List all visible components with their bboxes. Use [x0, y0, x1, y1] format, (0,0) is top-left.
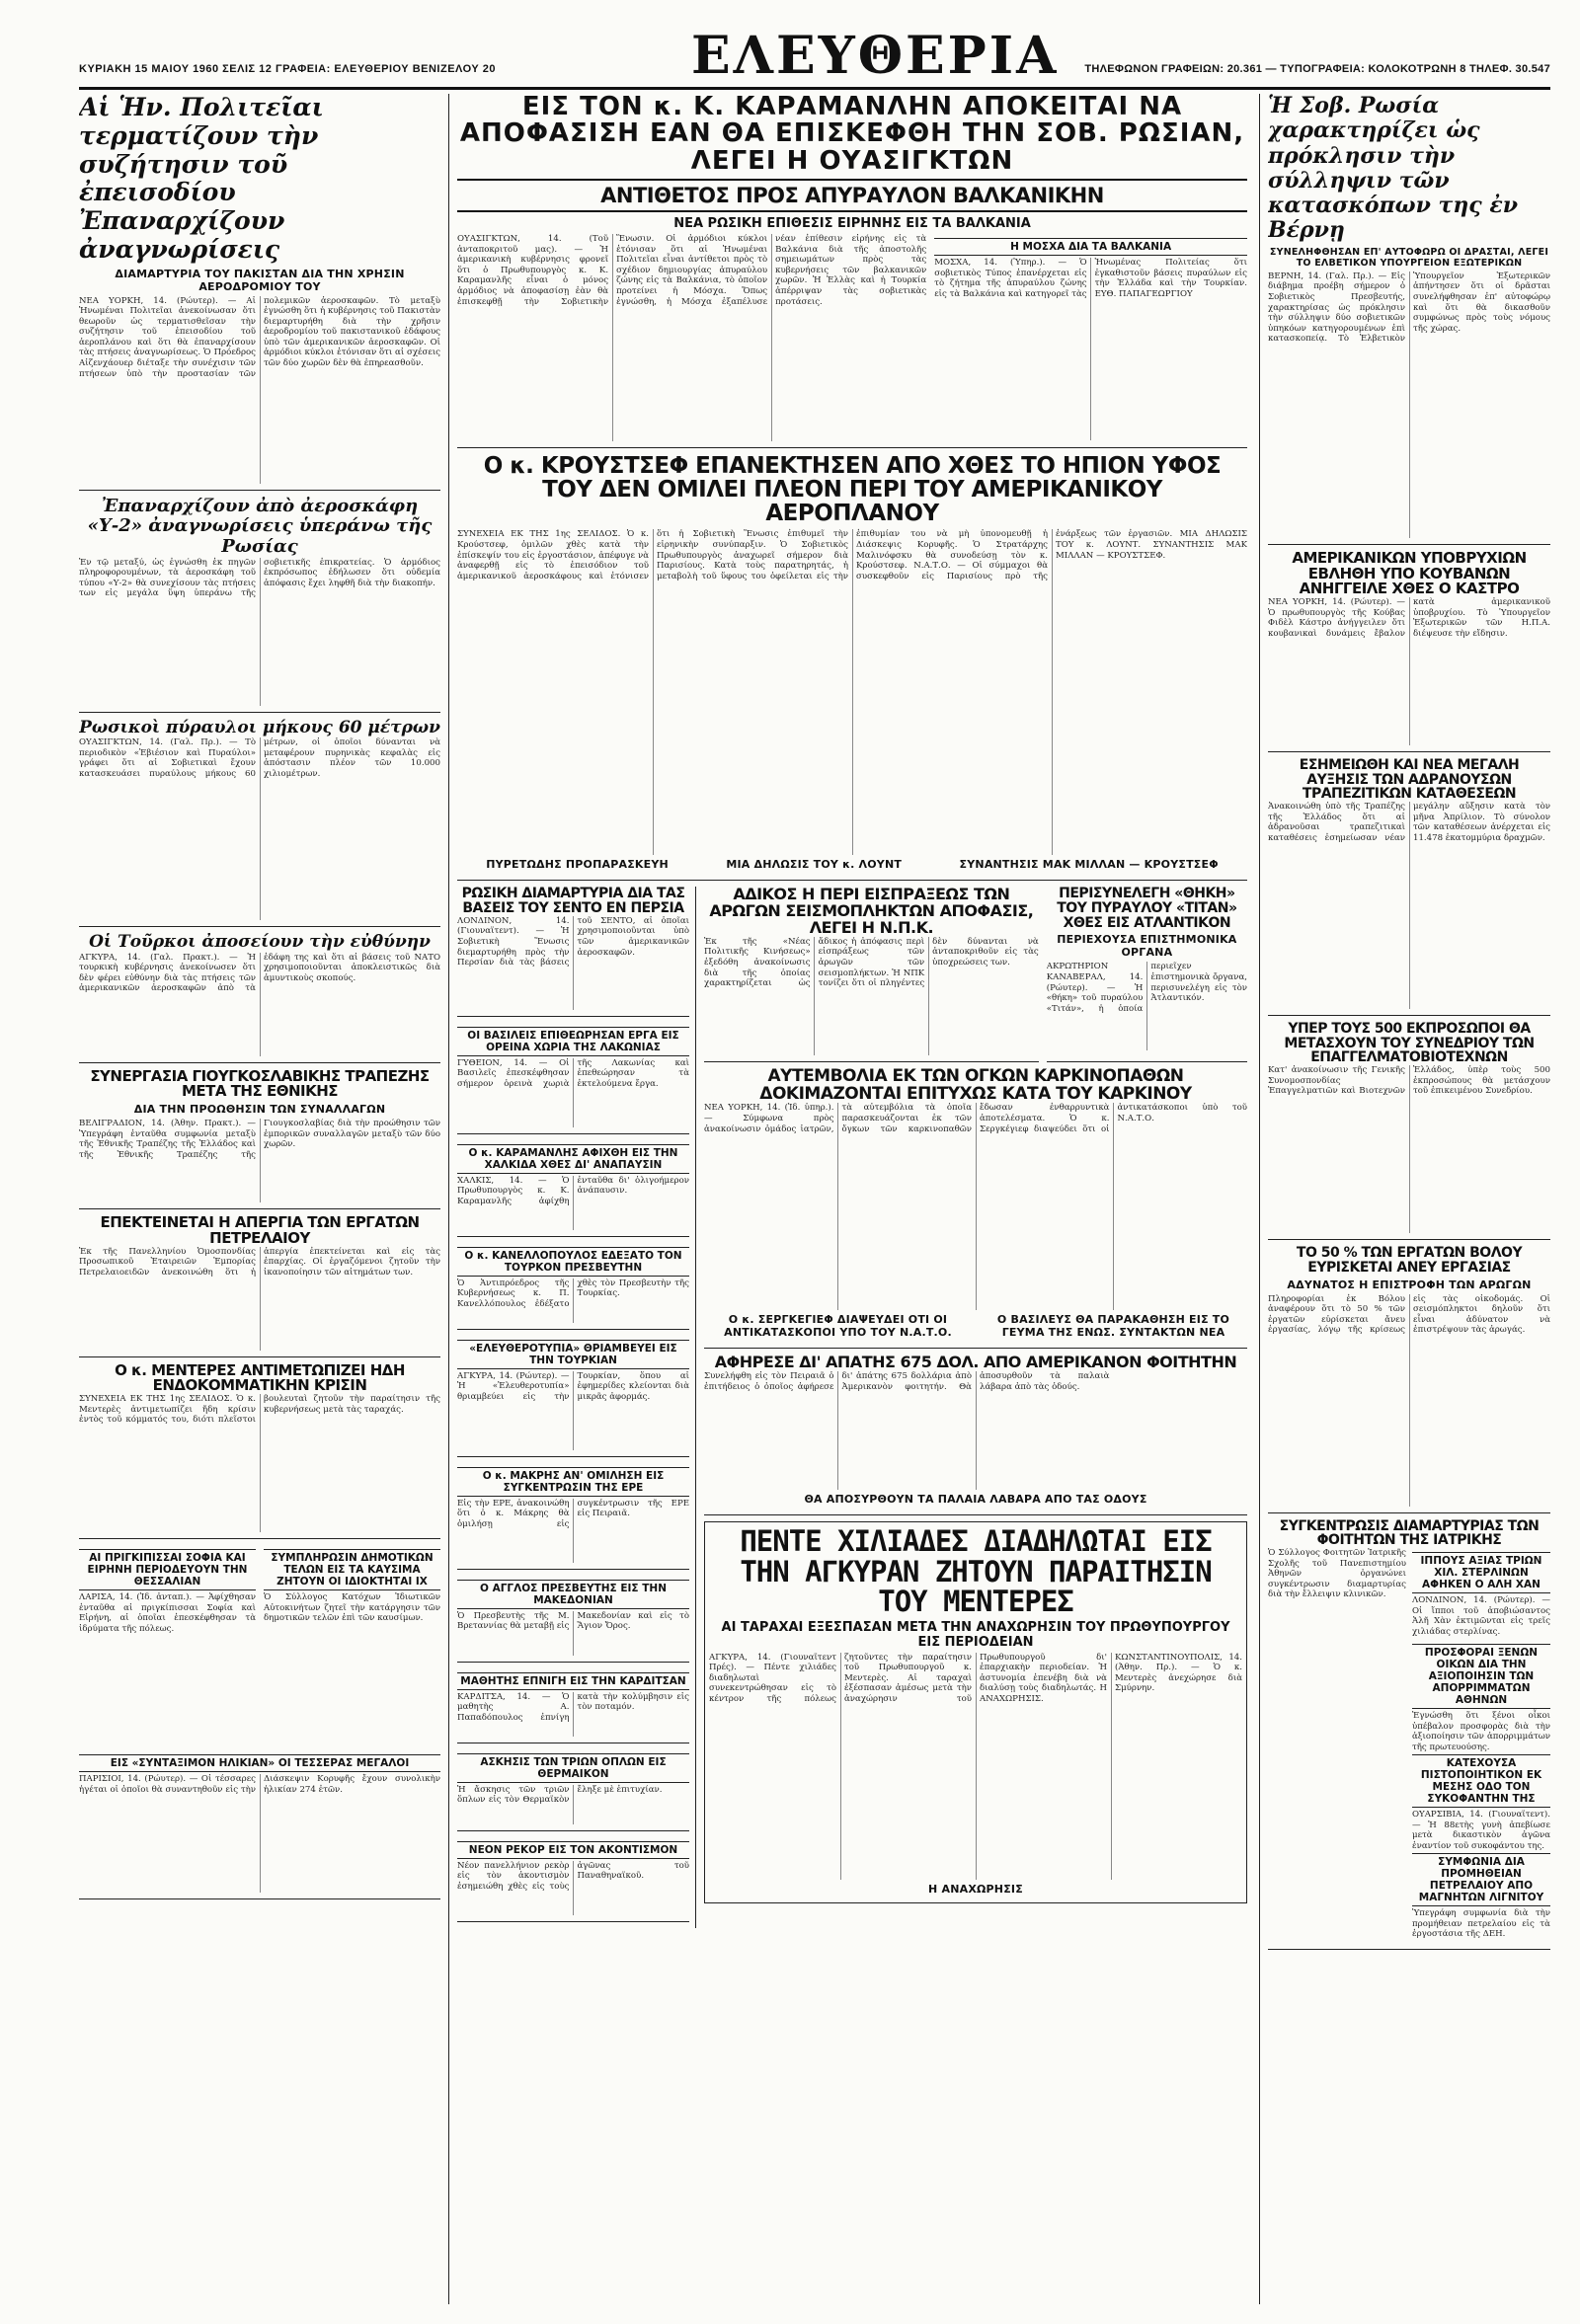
subheadline: ΔΙΑ ΤΗΝ ΠΡΟΩΘΗΣΙΝ ΤΩΝ ΣΥΝΑΛΛΑΓΩΝ [133, 1103, 386, 1117]
headline: Οἱ Τοῦρκοι ἀποσείουν τὴν εὐθύνην [89, 933, 431, 953]
headline: ΑΥΤΕΜΒΟΛΙΑ ΕΚ ΤΩΝ ΟΓΚΩΝ ΚΑΡΚΙΝΟΠΑΘΩΝ ΔΟΚΙΜΑΖΟΝΤΑΙ ΕΠΙΤΥΧΩΣ ΚΑΤΑ ΤΟΥ ΚΑΡΚΙΝΟΥ [759, 1067, 1192, 1104]
article-quake-relief [704, 887, 1039, 1061]
article-menderes-crisis [79, 1363, 440, 1540]
headline: ΟΙ ΒΑΣΙΛΕΙΣ ΕΠΙΘΕΩΡΗΣΑΝ ΕΡΓΑ ΕΙΣ ΟΡΕΙΝΑ ΧΩΡΙΑ ΤΗΣ ΛΑΚΩΝΙΑΣ [457, 1027, 689, 1056]
article-body: Εἰς τὴν ΕΡΕ, ἀνακοινώθη ὅτι ὁ κ. Μάκρης θὰ ὁμιλήσῃ εἰς συγκέντρωσιν τῆς ΕΡΕ εἰς Πειραιᾶ. [457, 1498, 689, 1529]
article-body: ΠΑΡΙΣΙΟΙ, 14. (Ρώυτερ). — Οἱ τέσσαρες ἡγέται οἱ ὁποῖοι θὰ συναντηθοῦν εἰς τὴν Διάσκεψιν Κορυφῆς ἔχουν συνολικὴν ἡλικίαν 274 ἐτῶν. [79, 1774, 440, 1795]
article-body: Ὁ Ἀντιπρόεδρος τῆς Κυβερνήσεως κ. Π. Κανελλόπουλος ἐδέξατο χθὲς τὸν Πρεσβευτὴν τῆς Τουρκίας. [457, 1278, 689, 1309]
masthead-phones: ΤΗΛΕΦΩΝΟΝ ΓΡΑΦΕΙΩΝ: 20.361 — ΤΥΠΟΓΡΑΦΕΙΑ: ΚΟΛΟΚΟΤΡΩΝΗ 8 ΤΗΛΕΦ. 30.547 [1084, 63, 1550, 75]
headline: Ο κ. ΜΑΚΡΗΣ ΑΝ' ΟΜΙΛΗΣΗ ΕΙΣ ΣΥΓΚΕΝΤΡΩΣΙΝ ΤΗΣ ΕΡΕ [457, 1467, 689, 1497]
article-deposits [1268, 758, 1550, 1016]
headline: Η ΜΟΣΧΑ ΔΙΑ ΤΑ ΒΑΛΚΑΝΙΑ [934, 238, 1247, 256]
article-body: ΛΟΝΔΙΝΟΝ, 14. (Γιουναϊτεντ). — Ἡ Σοβιετικὴ Ἕνωσις διεμαρτυρήθη πρὸς τὴν Περσίαν διὰ τὰς βάσεις τοῦ ΣΕΝΤΟ, αἱ ὁποῖαι χρησιμοποιοῦνται ὑπὸ τῶν ἀμερικανικῶν ἀεροσκαφῶν. [457, 915, 689, 968]
article-body: Ἡ ἄσκησις τῶν τριῶν ὅπλων εἰς τὸν Θερμαϊκὸν ἔληξε μὲ ἐπιτυχίαν. [457, 1784, 663, 1806]
article-body: ΧΑΛΚΙΣ, 14. — Ὁ Πρωθυπουργὸς κ. Κ. Καραμανλῆς ἀφίχθη ἐνταῦθα δι' ὀλιγοήμερον ἀνάπαυσιν. [457, 1175, 689, 1206]
subhead-slanderer: ΚΑΤΕΧΟΥΣΑ ΠΙΣΤΟΠΟΙΗΤΙΚΟΝ ΕΚ ΜΕΣΗΣ ΟΔΟ ΤΟΝ ΣΥΚΟΦΑΝΤΗΝ ΤΗΣ [1412, 1754, 1550, 1808]
article-body-oil: Ὑπεγράφη συμφωνία διὰ τὴν προμήθειαν πετρελαίου εἰς τὰ ἐργοστάσια τῆς ΔΕΗ. [1412, 1907, 1550, 1940]
lead-body-row [457, 234, 1247, 441]
headline: Ο κ. ΚΡΟΥΣΤΣΕΦ ΕΠΑΝΕΚΤΗΣΕΝ ΑΠΟ ΧΘΕΣ ΤΟ ΗΠΙΟΝ ΥΦΟΣ ΤΟΥ ΔΕΝ ΟΜΙΛΕΙ ΠΛΕΟΝ ΠΕΡΙ ΤΟΥ ΑΜΕΡΙΚΑΝΙΚΟΥ ΑΕΡΟΠΛΑΝΟΥ [483, 453, 1222, 527]
article-body: ΣΥΝΕΧΕΙΑ ΕΚ ΤΗΣ 1ης ΣΕΛΙΔΟΣ. Ὁ κ. Κρούστσεφ, ὁμιλῶν χθὲς κατὰ τὴν ἐπίσκεψίν του εἰς ἐργοστάσιον, ἀπέφυγε νὰ ἀναφερθῇ εἰς τὸ ἐπεισόδιον τοῦ ἀμερικανικοῦ ἀεροσκάφους καὶ ἐτόνισεν ὅτι ἡ Σοβιετικὴ Ἕνωσις ἐπιθυμεῖ τὴν εἰρηνικὴν συνύπαρξιν. Ὁ Σοβιετικὸς Πρωθυπουργὸς ἀναχωρεῖ σήμερον διὰ Παρισίους. Κατὰ τοὺς παρατηρητάς, ἡ μεταβολὴ τοῦ ὕφους του ὀφείλεται εἰς τὴν ἐπιθυμίαν του νὰ μὴ ὑπονομευθῇ ἡ Διάσκεψις Κορυφῆς. Ὁ Στρατάρχης Μαλινόφσκυ θὰ συνοδεύσῃ τὸν κ. Κρούστσεφ. Ν.Α.Τ.Ο. — Οἱ σύμμαχοι θὰ συσκεφθοῦν εἰς Παρισίους πρὸ τῆς ἐνάρξεως τῶν ἐργασιῶν. ΜΙΑ ΔΗΛΩΣΙΣ ΤΟΥ κ. ΛΟΥΝΤ. ΣΥΝΑΝΤΗΣΙΣ ΜΑΚ ΜΙΛΛΑΝ — ΚΡΟΥΣΤΣΕΦ. [457, 529, 1247, 581]
article-persia [457, 887, 689, 1016]
article-volos-workers [1268, 1246, 1550, 1512]
article-missiles [79, 719, 440, 928]
article-body: Ἐκ τῆς «Νέας Πολιτικῆς Κινήσεως» ἐξεδόθη ἀνακοίνωσις διὰ τῆς ὁποίας χαρακτηρίζεται ὡς ἄδικος ἡ ἀπόφασις περὶ εἰσπράξεως τῶν ἀρωγῶν τῶν σεισμοπλήκτων. Ἡ ΝΠΚ τονίζει ὅτι οἱ πληγέντες δὲν δύνανται νὰ ἀνταποκριθοῦν εἰς τὰς ὑποχρεώσεις των. [704, 936, 1039, 989]
article-u2 [79, 497, 440, 713]
headline: ΣΥΜΠΛΗΡΩΣΙΝ ΔΗΜΟΤΙΚΩΝ ΤΕΛΩΝ ΕΙΣ ΤΑ ΚΑΥΣΙΜΑ ΖΗΤΟΥΝ ΟΙ ΙΔΙΟΚΤΗΤΑΙ ΙΧ [264, 1549, 440, 1590]
article-body: ΑΓΚΥΡΑ, 14. (Γαλ. Πρακτ.). — Ἡ τουρκικὴ κυβέρνησις ἀνεκοίνωσεν ὅτι δὲν φέρει εὐθύνην διὰ τὰς πτήσεις τῶν ἀμερικανικῶν ἀεροσκαφῶν ἀπὸ τὰ ἐδάφη της καὶ ὅτι αἱ βάσεις τοῦ ΝΑΤΟ χρησιμοποιοῦνται ἀποκλειστικῶς διὰ ἀμυντικοὺς σκοπούς. [79, 952, 440, 994]
headline: ΡΩΣΙΚΗ ΔΙΑΜΑΡΤΥΡΙΑ ΔΙΑ ΤΑΣ ΒΑΣΕΙΣ ΤΟΥ ΣΕΝΤΟ ΕΝ ΠΕΡΣΙΑ [461, 887, 685, 917]
columns [79, 94, 1550, 2304]
article-body: Νέον πανελλήνιον ρεκὸρ εἰς τὸν ἀκοντισμὸν ἐσημειώθη χθὲς εἰς τοὺς ἀγῶνας τοῦ Παναθηναϊκοῦ. [457, 1860, 689, 1892]
masthead-date-info: ΚΥΡΙΑΚΗ 15 ΜΑΙΟΥ 1960 ΣΕΛΙΣ 12 ΓΡΑΦΕΙΑ: ΕΛΕΥΘΕΡΙΟΥ ΒΕΝΙΖΕΛΟΥ 20 [79, 63, 496, 75]
left-column [79, 94, 449, 2304]
article-karamanlis-chalkis [457, 1140, 689, 1237]
subhead-waste: ΠΡΟΣΦΟΡΑΙ ΞΕΝΩΝ ΟΙΚΩΝ ΔΙΑ ΤΗΝ ΑΞΙΟΠΟΙΗΣΙΝ ΤΩΝ ΑΠΟΡΡΙΜΜΑΤΩΝ ΑΘΗΝΩΝ [1412, 1644, 1550, 1709]
article-ambassador [457, 1576, 689, 1663]
subheadline: ΑΔΥΝΑΤΟΣ Η ΕΠΙΣΤΡΟΦΗ ΤΩΝ ΑΡΩΓΩΝ [1287, 1278, 1532, 1291]
article-oil-strike [79, 1215, 440, 1357]
subheadline: ΑΙ ΤΑΡΑΧΑΙ ΕΞΕΣΠΑΣΑΝ ΜΕΤΑ ΤΗΝ ΑΝΑΧΩΡΗΣΙΝ ΤΟΥ ΠΡΩΘΥΠΟΥΡΓΟΥ ΕΙΣ ΠΕΡΙΟΔΕΙΑΝ [721, 1619, 1230, 1650]
article-moscow [934, 234, 1247, 441]
subheadline-2: ΝΕΑ ΡΩΣΙΚΗ ΕΠΙΘΕΣΙΣ ΕΙΡΗΝΗΣ ΕΙΣ ΤΑ ΒΑΛΚΑΝΙΑ [673, 215, 1031, 231]
headline: ΤΟ 50 % ΤΩΝ ΕΡΓΑΤΩΝ ΒΟΛΟΥ ΕΥΡΙΣΚΕΤΑΙ ΑΝΕΥ ΕΡΓΑΣΙΑΣ [1296, 1246, 1523, 1276]
small-articles-row [79, 1545, 440, 1750]
article-body: ΑΓΚΥΡΑ, 14. (Ρώυτερ). — Ἡ «Ἐλευθεροτυπία» θριαμβεύει εἰς τὴν Τουρκίαν, ὅπου αἱ ἐφημερίδες κλείονται διὰ μικρᾶς ἀφορμάς. [457, 1370, 689, 1402]
article-javelin [457, 1837, 689, 1922]
article-body: Ἐν τῷ μεταξύ, ὡς ἐγνώσθη ἐκ πηγῶν πληροφορουμένων, τὰ ἀεροσκάφη τοῦ τύπου «Υ-2» θὰ συνεχίσουν τὰς πτήσεις των εἰς μεγάλα ὕψη ὑπεράνω τῆς σοβιετικῆς ἐπικρατείας. Ὁ ἀρμόδιος ἐκπρόσωπος ἐδήλωσεν ὅτι οὐδεμία ἀπόφασις ἔχει ληφθῆ διὰ τὴν διακοπήν. [79, 557, 440, 599]
headline: ΑΜΕΡΙΚΑΝΙΚΩΝ ΥΠΟΒΡΥΧΙΩΝ ΕΒΛΗΘΗ ΥΠΟ ΚΟΥΒΑΝΩΝ ΑΝΗΓΓΕΙΛΕ ΧΘΕΣ Ο ΚΑΣΤΡΟ [1292, 550, 1527, 598]
article-kanellopoulos [457, 1243, 689, 1330]
subhead-king-dinner: Ο ΒΑΣΙΛΕΥΣ ΘΑ ΠΑΡΑΚΑΘΗΣΗ ΕΙΣ ΤΟ ΓΕΥΜΑ ΤΗΣ ΕΝΩΣ. ΣΥΝΤΑΚΤΩΝ ΝΕΑ [996, 1313, 1230, 1340]
article-kings [457, 1023, 689, 1134]
medical-right [1412, 1548, 1550, 1943]
headline: Αἱ Ἡν. Πολιτεῖαι τερματίζουν τὴν συζήτησιν τοῦ ἐπεισοδίου Ἐπαναρχίζουν ἀναγνωρίσεις [79, 94, 324, 264]
subheadline: ΔΙΑΜΑΡΤΥΡΙΑ ΤΟΥ ΠΑΚΙΣΤΑΝ ΔΙΑ ΤΗΝ ΧΡΗΣΙΝ ΑΕΡΟΔΡΟΜΙΟΥ ΤΟΥ [115, 267, 405, 293]
article-exercise [457, 1749, 689, 1831]
headline: ΣΥΓΚΕΝΤΡΩΣΙΣ ΔΙΑΜΑΡΤΥΡΙΑΣ ΤΩΝ ΦΟΙΤΗΤΩΝ ΤΗΣ ΙΑΤΡΙΚΗΣ [1279, 1518, 1540, 1549]
headline: Ρωσικοὶ πύραυλοι μήκους 60 μέτρων [79, 718, 440, 737]
headline: Ο κ. ΚΑΡΑΜΑΝΛΗΣ ΑΦΙΧΘΗ ΕΙΣ ΤΗΝ ΧΑΛΚΙΔΑ ΧΘΕΣ ΔΙ' ΑΝΑΠΑΥΣΙΝ [457, 1144, 689, 1174]
headline: ΠΕΡΙΣΥΝΕΛΕΓΗ «ΘΗΚΗ» ΤΟΥ ΠΥΡΑΥΛΟΥ «ΤΙΤΑΝ» ΧΘΕΣ ΕΙΣ ΑΤΛΑΝΤΙΚΟΝ [1057, 887, 1237, 931]
article-turks [79, 933, 440, 1063]
subhead-lund: ΜΙΑ ΔΗΛΩΣΙΣ ΤΟΥ κ. ΛΟΥΝΤ [726, 858, 903, 872]
article-titan [1047, 887, 1247, 1061]
article-us-flights [79, 94, 440, 491]
article-body: ΒΕΛΙΓΡΑΔΙΟΝ, 14. (Ἀθην. Πρακτ.). — Ὑπεγράφη ἐνταῦθα συμφωνία μεταξὺ τῆς Ἐθνικῆς Τραπέζης τῆς Ἑλλάδος καὶ τῆς Ἐθνικῆς Τραπέζης τῆς Γιουγκοσλαβίας διὰ τὴν προώθησιν τῶν ἐμπορικῶν συναλλαγῶν μεταξὺ τῶν δύο χωρῶν. [79, 1119, 440, 1160]
article-bern-spies [1268, 94, 1550, 545]
center-lower-right [704, 887, 1247, 1927]
article-body: ΛΑΡΙΣΑ, 14. (Ἰδ. ἀνταπ.). — Ἀφίχθησαν ἐνταῦθα αἱ πριγκίπισσαι Σοφία καὶ Εἰρήνη, αἱ ὁποῖαι ἐπεσκέφθησαν τὰ ἱδρύματα τῆς πόλεως. [79, 1592, 256, 1634]
article-body: ΟΥΑΣΙΓΚΤΩΝ, 14. (Γαλ. Πρ.). — Τὸ περιοδικὸν «Ἐβιέσιον καὶ Πυραύλοι» γράφει ὅτι αἱ Σοβιετικαὶ ἔχουν κατασκευάσει πυραύλους μήκους 60 μέτρων, οἱ ὁποῖοι δύνανται νὰ μεταφέρουν πυρηνικὰς κεφαλὰς εἰς ἀπόστασιν πλέον τῶν 10.000 χιλιομέτρων. [79, 737, 440, 779]
headline: ΕΙΣ «ΣΥΝΤΑΞΙΜΟΝ ΗΛΙΚΙΑΝ» ΟΙ ΤΕΣΣΕΡΑΣ ΜΕΓΑΛΟΙ [79, 1754, 440, 1772]
article-body: ΒΕΡΝΗ, 14. (Γαλ. Πρ.). — Εἰς διάβημα προέβη σήμερον ὁ Σοβιετικὸς Πρεσβευτής, χαρακτηρίσας ὡς πρόκλησιν τὴν σύλληψιν δύο σοβιετικῶν ὑπηκόων κατηγορουμένων ἐπὶ κατασκοπείᾳ. Τὸ Ἑλβετικὸν Ὑπουργεῖον Ἐξωτερικῶν ἀπήντησεν ὅτι οἱ δρᾶσται συνελήφθησαν ἐπ' αὐτοφώρῳ καὶ ὅτι θὰ δικασθοῦν συμφώνως πρὸς τοὺς νόμους τῆς χώρας. [1268, 271, 1550, 345]
article-medical-students [1268, 1519, 1550, 1950]
subhead-horses: ΙΠΠΟΥΣ ΑΞΙΑΣ ΤΡΙΩΝ ΧΙΛ. ΣΤΕΡΛΙΝΩΝ ΑΦΗΚΕΝ Ο ΑΛΗ ΧΑΝ [1412, 1552, 1550, 1593]
subhead-meeting: ΣΥΝΑΝΤΗΣΙΣ ΜΑΚ ΜΙΛΛΑΝ — ΚΡΟΥΣΤΣΕΦ [959, 858, 1219, 872]
cancer-subheads [704, 1310, 1247, 1342]
right-column [1259, 94, 1550, 2304]
subhead-departure: Η ΑΝΑΧΩΡΗΣΙΣ [928, 1882, 1023, 1896]
article-big-four [79, 1750, 440, 1899]
subheadline: ΣΥΝΕΛΗΦΘΗΣΑΝ ΕΠ' ΑΥΤΟΦΩΡΩ ΟΙ ΔΡΑΣΤΑΙ, ΛΕΓΕΙ ΤΟ ΕΛΒΕΤΙΚΟΝ ΥΠΟΥΡΓΕΙΟΝ ΕΞΩΤΕΡΙΚΩΝ [1269, 246, 1549, 269]
headline: ΑΦΗΡΕΣΕ ΔΙ' ΑΠΑΤΗΣ 675 ΔΟΛ. ΑΠΟ ΑΜΕΡΙΚΑΝΟΝ ΦΟΙΤΗΤΗΝ [714, 1355, 1237, 1372]
article-body: ΣΥΝΕΧΕΙΑ ΕΚ ΤΗΣ 1ης ΣΕΛΙΔΟΣ. Ὁ κ. Μεντερὲς ἀντιμετωπίζει ἤδη κρίσιν ἐντὸς τοῦ κόμματός του, διότι πλεῖστοι βουλευταὶ ζητοῦν τὴν παραίτησιν τῆς κυβερνήσεως μετὰ τὰς ταραχάς. [79, 1394, 440, 1426]
article-body: ΜΟΣΧΑ, 14. (Ὑπηρ.). — Ὁ σοβιετικὸς Τύπος ἐπανέρχεται εἰς τὸ ζήτημα τῆς ἀπυραύλου ζώνης εἰς τὰ Βαλκάνια καὶ κατηγορεῖ τὰς Ἡνωμένας Πολιτείας ὅτι ἐγκαθιστοῦν βάσεις πυραύλων εἰς τὴν Ἑλλάδα καὶ τὴν Τουρκίαν. ΕΥΘ. ΠΑΠΑΓΕΩΡΓΙΟΥ [934, 257, 1247, 299]
article-drowning [457, 1668, 689, 1743]
headline: ΠΕΝΤΕ ΧΙΛΙΑΔΕΣ ΔΙΑΔΗΛΩΤΑΙ ΕΙΣ ΤΗΝ ΑΓΚΥΡΑΝ ΖΗΤΟΥΝ ΠΑΡΑΙΤΗΣΙΝ ΤΟΥ ΜΕΝΤΕΡΕΣ [740, 1524, 1212, 1619]
medical-left [1268, 1548, 1406, 1943]
center-column [457, 94, 1247, 2304]
article-body: ΑΓΚΥΡΑ, 14. (Γιουναϊτεντ Πρές). — Πέντε χιλιάδες διαδηλωταὶ συνεκεντρώθησαν εἰς τὸ κέντρον τῆς πόλεως ζητοῦντες τὴν παραίτησιν τοῦ Πρωθυπουργοῦ κ. Μεντερὲς. Αἱ ταραχαὶ ἐξέσπασαν ἀμέσως μετὰ τὴν ἀναχώρησιν τοῦ Πρωθυπουργοῦ δι' ἐπαρχιακὴν περιοδείαν. Ἡ ἀστυνομία ἐπενέβη διὰ νὰ διαλύσῃ τοὺς διαδηλωτάς. Η ΑΝΑΧΩΡΗΣΙΣ. ΚΩΝΣΤΑΝΤΙΝΟΥΠΟΛΙΣ, 14. (Ἀθην. Πρ.). — Ὁ κ. Μεντερὲς ἀνεχώρησε διὰ Σμύρνην. [709, 1652, 1242, 1704]
article-congress [1268, 1022, 1550, 1240]
article-body-horses: ΛΟΝΔΙΝΟΝ, 14. (Ρώυτερ). — Οἱ ἵπποι τοῦ ἀποβιώσαντος Ἀλῆ Χὰν ἐκτιμῶνται εἰς τρεῖς χιλιάδας στερλίνας. [1412, 1594, 1550, 1637]
article-body: ΝΕΑ ΥΟΡΚΗ, 14. (Ρώυτερ). — Αἱ Ἡνωμέναι Πολιτεῖαι ἀνεκοίνωσαν ὅτι θεωροῦν ὡς τερματισθεῖσαν τὴν συζήτησιν τοῦ ἐπεισοδίου τοῦ ἀεροπλάνου καὶ ὅτι θὰ ἐπαναρχίσουν τὰς πτήσεις ἀναγνωρίσεως. Ὁ Πρόεδρος Αἰζενχάουερ διέταξε τὴν συνέχισιν τῶν πτήσεων ὑπὸ τὴν προστασίαν τῶν πολεμικῶν ἀεροσκαφῶν. Τὸ μεταξὺ ἐγνώσθη ὅτι ἡ κυβέρνησις τοῦ Πακιστὰν διεμαρτυρήθη διὰ τὴν χρῆσιν ἀεροδρομίου τοῦ πακιστανικοῦ ἐδάφους ὑπὸ τῶν ἀμερικανικῶν ἀεροσκαφῶν. Οἱ ἀρμόδιοι κύκλοι ἐτόνισαν ὅτι αἱ σχέσεις τῶν δύο χωρῶν δὲν θὰ ἐπηρεασθοῦν. [79, 295, 440, 379]
article-castro-submarine [1268, 551, 1550, 752]
subhead-sergeyev: Ο κ. ΣΕΡΓΚΕΓΙΕΦ ΔΙΑΨΕΥΔΕΙ ΟΤΙ ΟΙ ΑΝΤΙΚΑΤΑΣΚΟΠΟΙ ΥΠΟ ΤΟΥ Ν.Α.Τ.Ο. [724, 1313, 952, 1340]
article-body: Ἀνακοινώθη ὑπὸ τῆς Τραπέζης τῆς Ἑλλάδος ὅτι αἱ ἀδρανοῦσαι τραπεζιτικαὶ καταθέσεις ἐσημείωσαν νέαν μεγάλην αὔξησιν κατὰ τὸν μῆνα Ἀπρίλιον. Τὸ σύνολον τῶν καταθέσεων ἀνέρχεται εἰς 11.478 ἑκατομμύρια δραχμῶν. [1268, 802, 1550, 843]
article-body: ΟΥΑΣΙΓΚΤΩΝ, 14. (Τοῦ ἀνταποκριτοῦ μας). — Ἡ ἀμερικανικὴ κυβέρνησις φρονεῖ ὅτι ὁ Πρωθυπουργὸς κ. Κ. Καραμανλῆς εἶναι ὁ μόνος ἁρμόδιος νὰ ἀποφασίσῃ ἐὰν θὰ ἐπισκεφθῇ τὴν Σοβιετικὴν Ἕνωσιν. Οἱ ἀρμόδιοι κύκλοι ἐτόνισαν ὅτι αἱ Ἡνωμέναι Πολιτεῖαι εἶναι ἀντίθετοι πρὸς τὸ σχέδιον δημιουργίας ἀπυραύλου ζώνης εἰς τὰ Βαλκάνια, τὸ ὁποῖον προτείνει ἡ Μόσχα. Ὅπως ἐγνώσθη, ἡ Μόσχα ἐξαπέλυσε νέαν ἐπίθεσιν εἰρήνης εἰς τὰ Βαλκάνια διὰ τῆς ἀποστολῆς σημειωμάτων πρὸς τὰς κυβερνήσεις τῶν βαλκανικῶν χωρῶν. Ἡ Ἑλλὰς καὶ ἡ Τουρκία ἀπέρριψαν τὰς σοβιετικὰς προτάσεις. [457, 233, 927, 307]
headline: ΑΣΚΗΣΙΣ ΤΩΝ ΤΡΙΩΝ ΟΠΛΩΝ ΕΙΣ ΘΕΡΜΑΙΚΟΝ [457, 1753, 689, 1783]
headline: Ἡ Σοβ. Ρωσία χαρακτηρίζει ὡς πρόκλησιν τὴν σύλληψιν τῶν κατασκόπων της ἐν Βέρνῃ [1268, 94, 1518, 244]
article-karamanlis-lead [457, 94, 1247, 448]
article-khrushchev [457, 454, 1247, 881]
article-makris [457, 1463, 689, 1570]
subheadline: ΑΝΤΙΘΕΤΟΣ ΠΡΟΣ ΑΠΥΡΑΥΛΟΝ ΒΑΛΚΑΝΙΚΗΝ [600, 183, 1104, 207]
headline: ΑΙ ΠΡΙΓΚΙΠΙΣΣΑΙ ΣΟΦΙΑ ΚΑΙ ΕΙΡΗΝΗ ΠΕΡΙΟΔΕΥΟΥΝ ΤΗΝ ΘΕΣΣΑΛΙΑΝ [79, 1549, 256, 1590]
article-fuel-taxes [264, 1545, 440, 1750]
headline: «ΕΛΕΥΘΕΡΟΤΥΠΙΑ» ΘΡΙΑΜΒΕΥΕΙ ΕΙΣ ΤΗΝ ΤΟΥΡΚΙΑΝ [457, 1340, 689, 1369]
headline: ΝΕΟΝ ΡΕΚΟΡ ΕΙΣ ΤΟΝ ΑΚΟΝΤΙΣΜΟΝ [457, 1841, 689, 1859]
article-body: ΓΥΘΕΙΟΝ, 14. — Οἱ Βασιλεῖς ἐπεσκέφθησαν σήμερον ὀρεινὰ χωριὰ τῆς Λακωνίας καὶ ἐπεθεώρησαν τὰ ἐκτελούμενα ἔργα. [457, 1057, 689, 1089]
article-body: ΝΕΑ ΥΟΡΚΗ, 14. (Ρώυτερ). — Ὁ πρωθυπουργὸς τῆς Κούβας Φιδὲλ Κάστρο ἀνήγγειλεν ὅτι κουβανικαὶ δυνάμεις ἔβαλον κατὰ ἀμερικανικοῦ ὑποβρυχίου. Τὸ Ὑπουργεῖον Ἐξωτερικῶν τῶν Η.Π.Α. διέψευσε τὴν εἴδησιν. [1268, 597, 1550, 639]
article-body: Κατ' ἀνακοίνωσιν τῆς Γενικῆς Συνομοσπονδίας Ἐπαγγελματιῶν καὶ Βιοτεχνῶν Ἑλλάδος, ὑπὲρ τοὺς 500 ἐκπροσώπους θὰ μετάσχουν τοῦ ἐπικειμένου Συνεδρίου. [1268, 1065, 1550, 1097]
article-body: Ὁ Πρεσβευτὴς τῆς Μ. Βρεταννίας θὰ μεταβῇ εἰς Μακεδονίαν καὶ εἰς τὸ Ἅγιον Ὄρος. [457, 1610, 689, 1632]
row-eis-thiki [704, 887, 1247, 1067]
headline: ΕΠΕΚΤΕΙΝΕΤΑΙ Η ΑΠΕΡΓΙΑ ΤΩΝ ΕΡΓΑΤΩΝ ΠΕΤΡΕΛΑΙΟΥ [100, 1215, 420, 1247]
article-yugoslav-bank [79, 1069, 440, 1210]
headline: Ο ΑΓΓΛΟΣ ΠΡΕΣΒΕΥΤΗΣ ΕΙΣ ΤΗΝ ΜΑΚΕΔΟΝΙΑΝ [457, 1580, 689, 1609]
article-fraud [704, 1355, 1247, 1515]
headline: Ἐπαναρχίζουν ἀπὸ ἀεροσκάφη «Υ-2» ἀναγνωρίσεις ὑπεράνω τῆς Ρωσίας [87, 496, 433, 557]
masthead [79, 28, 1550, 90]
newspaper-title: ΕΛΕΥΘΕΡΙΑ [691, 26, 1060, 86]
subhead-preparation: ΠΥΡΕΤΩΔΗΣ ΠΡΟΠΑΡΑΣΚΕΥΗ [486, 858, 669, 872]
subheadline: ΠΕΡΙΕΧΟΥΣΑ ΕΠΙΣΤΗΜΟΝΙΚΑ ΟΡΓΑΝΑ [1057, 933, 1237, 960]
center-lower [457, 887, 1247, 1927]
article-body: Πληροφορίαι ἐκ Βόλου ἀναφέρουν ὅτι τὸ 50 % τῶν ἐργατῶν εὑρίσκεται ἄνευ ἐργασίας, λόγῳ τῆς κρίσεως εἰς τὰς οἰκοδομάς. Οἱ σεισμόπληκτοι δηλοῦν ὅτι εἶναι ἀδύνατον νὰ ἐπιστρέψουν τὰς ἀρωγάς. [1268, 1293, 1550, 1336]
center-lower-left [457, 887, 696, 1927]
headline: ΕΙΣ ΤΟΝ κ. Κ. ΚΑΡΑΜΑΝΛΗΝ ΑΠΟΚΕΙΤΑΙ ΝΑ ΑΠΟΦΑΣΙΣΗ ΕΑΝ ΘΑ ΕΠΙΣΚΕΦΘΗ ΤΗΝ ΣΟΒ. ΡΩΣΙΑΝ, ΛΕΓΕΙ Η ΟΥΑΣΙΓΚΤΩΝ [459, 94, 1245, 176]
headline: ΣΥΝΕΡΓΑΣΙΑ ΓΙΟΥΓΚΟΣΛΑΒΙΚΗΣ ΤΡΑΠΕΖΗΣ ΜΕΤΑ ΤΗΣ ΕΘΝΙΚΗΣ [90, 1068, 430, 1101]
article-body: ΚΑΡΔΙΤΣΑ, 14. — Ὁ μαθητὴς Α. Παπαδόπουλος ἐπνίγη κατὰ τὴν κολύμβησιν εἰς τὸν ποταμόν. [457, 1691, 689, 1723]
subhead-banners: ΘΑ ΑΠΟΣΥΡΘΟΥΝ ΤΑ ΠΑΛΑΙΑ ΛΑΒΑΡΑ ΑΠΟ ΤΑΣ ΟΔΟΥΣ [804, 1493, 1147, 1507]
banner [457, 179, 1247, 212]
article-ankara-protest [704, 1521, 1247, 1902]
article-body-waste: Ἐγνώσθη ὅτι ξένοι οἶκοι ὑπέβαλον προσφορὰς διὰ τὴν ἀξιοποίησιν τῶν ἀπορριμμάτων τῆς πρωτευούσης. [1412, 1710, 1550, 1752]
headline: ΕΣΗΜΕΙΩΘΗ ΚΑΙ ΝΕΑ ΜΕΓΑΛΗ ΑΥΞΗΣΙΣ ΤΩΝ ΑΔΡΑΝΟΥΣΩΝ ΤΡΑΠΕΖΙΤΙΚΩΝ ΚΑΤΑΘΕΣΕΩΝ [1299, 758, 1520, 803]
headline: Ο κ. ΚΑΝΕΛΛΟΠΟΥΛΟΣ ΕΔΕΞΑΤΟ ΤΟΝ ΤΟΥΡΚΟΝ ΠΡΕΣΒΕΥΤΗΝ [457, 1247, 689, 1277]
article-press-freedom [457, 1336, 689, 1457]
article-body: ΑΚΡΩΤΗΡΙΟΝ ΚΑΝΑΒΕΡΑΛ, 14. (Ρώυτερ). — Ἡ «θήκη» τοῦ πυραύλου «Τιτάν», ἡ ὁποία περιεῖχεν ἐπιστημονικὰ ὄργανα, περισυνελέγη εἰς τὸν Ἀτλαντικόν. [1046, 962, 1247, 1014]
medical-row [1268, 1548, 1550, 1943]
k-subheads [457, 855, 1247, 874]
headline: Ο κ. ΜΕΝΤΕΡΕΣ ΑΝΤΙΜΕΤΩΠΙΖΕΙ ΗΔΗ ΕΝΔΟΚΟΜΜΑΤΙΚΗΝ ΚΡΙΣΙΝ [115, 1362, 405, 1395]
article-cancer [704, 1068, 1247, 1350]
article-body: Συνελήφθη εἰς τὸν Πειραιᾶ ὁ ἐπιτήδειος ὁ ὁποῖος ἀφήρεσε δι' ἀπάτης 675 δολλάρια ἀπὸ Ἀμερικανὸν φοιτητήν. Θὰ ἀποσυρθοῦν τὰ παλαιὰ λάβαρα ἀπὸ τὰς ὁδούς. [704, 1371, 1110, 1392]
article-princesses [79, 1545, 256, 1750]
article-body: Ὁ Σύλλογος Φοιτητῶν Ἰατρικῆς Σχολῆς τοῦ Πανεπιστημίου Ἀθηνῶν ὀργανώνει συγκέντρωσιν διαμαρτυρίας διὰ τὴν ἔλλειψιν κλινικῶν. [1268, 1547, 1406, 1600]
article-body-slanderer: ΟΥΑΡΣΙΒΙΑ, 14. (Γιουναϊτεντ). — Ἡ 88ετὴς γυνὴ ἀπεβίωσε μετὰ δικαστικὸν ἀγῶνα ἐναντίον τοῦ συκοφάντου της. [1412, 1809, 1550, 1851]
article-body: Ἐκ τῆς Πανελληνίου Ὁμοσπονδίας Προσωπικοῦ Ἑταιρειῶν Ἐμπορίας Πετρελαιοειδῶν ἀνεκοινώθη ὅτι ἡ ἀπεργία ἐπεκτείνεται καὶ εἰς τὰς ἐπαρχίας. Οἱ ἐργαζόμενοι ζητοῦν τὴν ἱκανοποίησιν τῶν αἰτημάτων των. [79, 1246, 440, 1278]
article-body: ΝΕΑ ΥΟΡΚΗ, 14. (Ἰδ. ὑπηρ.). — Σύμφωνα πρὸς ἀνακοίνωσιν ὁμάδος ἰατρῶν, τὰ αὐτεμβόλια τὰ ὁποῖα παρασκευάζονται ἐκ τῶν ὄγκων τῶν καρκινοπαθῶν ἔδωσαν ἐνθαρρυντικὰ ἀποτελέσματα. Ὁ κ. Σεργκέγιεφ διαψεύδει ὅτι οἱ ἀντικατάσκοποι ὑπὸ τοῦ Ν.Α.Τ.Ο. [704, 1103, 1247, 1134]
subhead-oil-supply: ΣΥΜΦΩΝΙΑ ΔΙΑ ΠΡΟΜΗΘΕΙΑΝ ΠΕΤΡΕΛΑΙΟΥ ΑΠΟ ΜΑΓΝΗΤΩΝ ΛΙΓΝΙΤΟΥ [1412, 1853, 1550, 1906]
headline: ΥΠΕΡ ΤΟΥΣ 500 ΕΚΠΡΟΣΩΠΟΙ ΘΑ ΜΕΤΑΣΧΟΥΝ ΤΟΥ ΣΥΝΕΔΡΙΟΥ ΤΩΝ ΕΠΑΓΓΕΛΜΑΤΟΒΙΟΤΕΧΝΩΝ [1284, 1022, 1535, 1066]
article-body: Ὁ Σύλλογος Κατόχων Ἰδιωτικῶν Αὐτοκινήτων ζητεῖ τὴν κατάργησιν τῶν δημοτικῶν τελῶν ἐπὶ τῶν καυσίμων. [264, 1592, 440, 1624]
headline: ΜΑΘΗΤΗΣ ΕΠΝΙΓΗ ΕΙΣ ΤΗΝ ΚΑΡΔΙΤΣΑΝ [457, 1672, 689, 1690]
headline: ΑΔΙΚΟΣ Η ΠΕΡΙ ΕΙΣΠΡΑΞΕΩΣ ΤΩΝ ΑΡΩΓΩΝ ΣΕΙΣΜΟΠΛΗΚΤΩΝ ΑΠΟΦΑΣΙΣ, ΛΕΓΕΙ Η Ν.Π.Κ. [709, 887, 1034, 937]
